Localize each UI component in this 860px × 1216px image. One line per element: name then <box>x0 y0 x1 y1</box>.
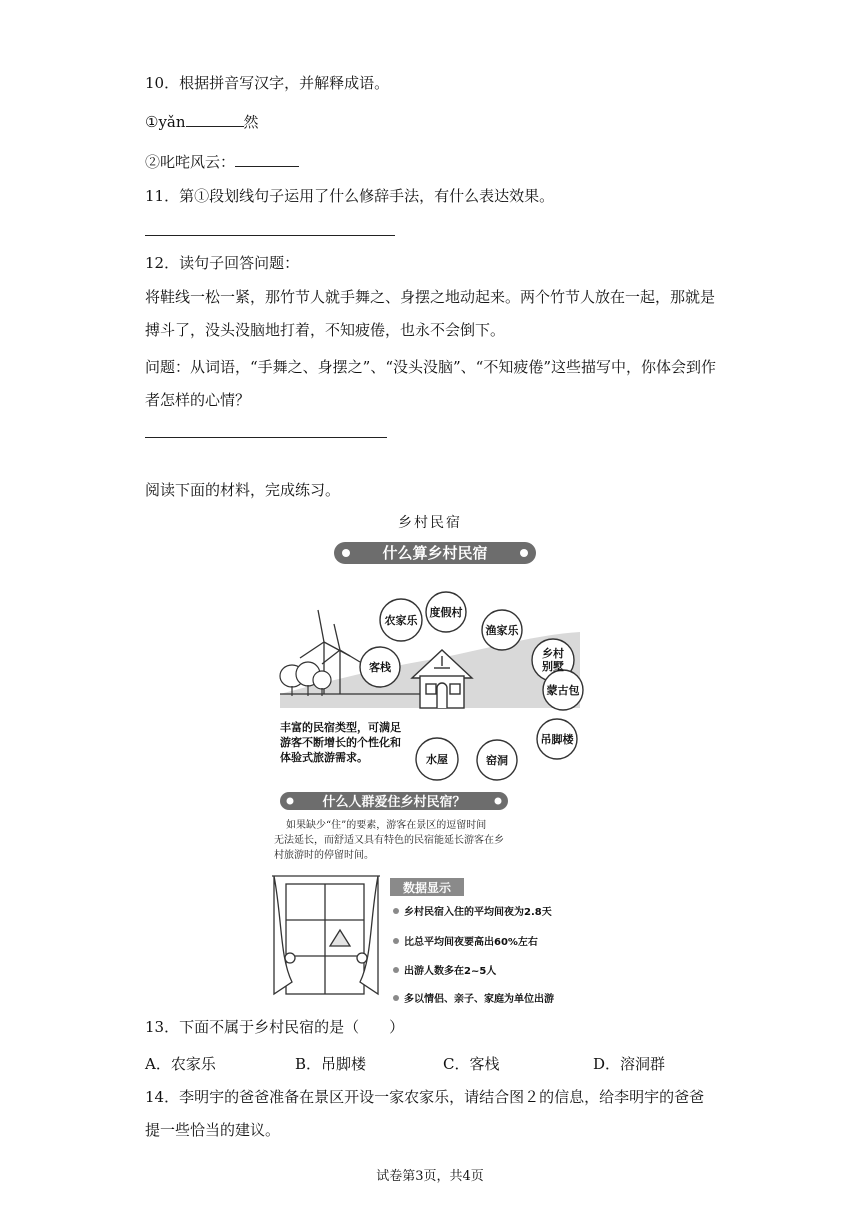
desc-line-2: 游客不断增长的个性化和 <box>280 736 401 749</box>
bubble-label-farm: 农家乐 <box>384 614 418 627</box>
reading-intro: 阅读下面的材料，完成练习。 <box>145 481 341 499</box>
bubble-label-fishing: 渔家乐 <box>485 624 519 637</box>
q10-title: 10．根据拼音写汉字，并解释成语。 <box>145 74 390 92</box>
figure-caption: 乡村民宿 <box>398 515 462 531</box>
q12-question: 问题：从词语，“手舞之、身摆之”、“没头没脑”、“不知疲倦”这些描写中，你体会到作者怎样的心情？ <box>145 358 717 409</box>
q13-option-c[interactable]: C．客栈 <box>443 1055 500 1073</box>
banner-who-likes: 什么人群爱住乡村民宿？ <box>322 795 466 810</box>
desc-line-3: 体验式旅游需求。 <box>280 751 368 764</box>
q13-option-a[interactable]: A．农家乐 <box>145 1055 216 1073</box>
bubble-label-village: 乡村 <box>542 647 564 660</box>
q12-title: 12．读句子回答问题： <box>145 254 300 272</box>
banner-what-counts: 什么算乡村民宿 <box>382 544 488 562</box>
bubble-label-villa: 别墅 <box>542 660 564 673</box>
bubble-label-resort: 度假村 <box>429 606 463 619</box>
para-line-1: 如果缺少“住”的要素，游客在景区的逗留时间 <box>286 820 487 831</box>
q11-title: 11．第①段划线句子运用了什么修辞手法，有什么表达效果。 <box>145 187 555 205</box>
data-item-1: 乡村民宿入住的平均间夜为2.8天 <box>404 907 552 918</box>
data-item-4: 多以情侣、亲子、家庭为单位出游 <box>404 994 554 1005</box>
page-footer: 试卷第3页，共4页 <box>376 1169 484 1184</box>
data-item-3: 出游人数多在2~5人 <box>404 966 497 977</box>
q13-option-b[interactable]: B．吊脚楼 <box>295 1055 367 1073</box>
q10-item1-pinyin: ①yǎn <box>145 113 186 131</box>
data-item-2: 比总平均间夜要高出60%左右 <box>404 937 538 948</box>
q10-item2 <box>145 150 299 174</box>
window-curtain-icon <box>272 876 380 994</box>
q13-title: 13．下面不属于乡村民宿的是（ ） <box>145 1018 405 1036</box>
q14-text: 14．李明宇的爸爸准备在景区开设一家农家乐，请结合图２的信息，给李明宇的爸爸提一些恰当的建议。 <box>145 1088 705 1139</box>
bubble-label-cave: 窑洞 <box>486 754 508 767</box>
para-line-3: 村旅游时的停留时间。 <box>274 850 374 861</box>
q10-item2-blank[interactable] <box>235 151 299 167</box>
q12-passage: 将鞋线一松一紧，那竹节人就手舞之、身摆之地动起来。两个竹节人放在一起，那就是搏斗了，没头没脑地打着，不知疲倦，也永不会倒下。 <box>145 288 716 339</box>
q10-item2-label: ②叱咤风云： <box>145 153 236 171</box>
q10-item1 <box>145 110 259 134</box>
q12-answer-line[interactable] <box>145 437 387 438</box>
para-line-2: 无法延长，而舒适又具有特色的民宿能延长游客在乡 <box>274 835 504 846</box>
q11-answer-line[interactable] <box>145 235 395 236</box>
q13-option-d[interactable]: D．溶洞群 <box>593 1055 666 1073</box>
data-panel-title: 数据显示 <box>402 881 452 895</box>
bubble-label-water: 水屋 <box>426 753 448 766</box>
bubble-label-inn: 客栈 <box>369 661 391 674</box>
q10-item1-suffix: 然 <box>243 113 259 131</box>
bubble-label-stilt: 吊脚楼 <box>540 733 574 746</box>
desc-line-1: 丰富的民宿类型，可满足 <box>280 721 401 734</box>
q10-item1-blank[interactable] <box>186 111 244 127</box>
bubble-label-yurt: 蒙古包 <box>546 684 580 697</box>
rural-homestay-infographic <box>270 538 590 1006</box>
